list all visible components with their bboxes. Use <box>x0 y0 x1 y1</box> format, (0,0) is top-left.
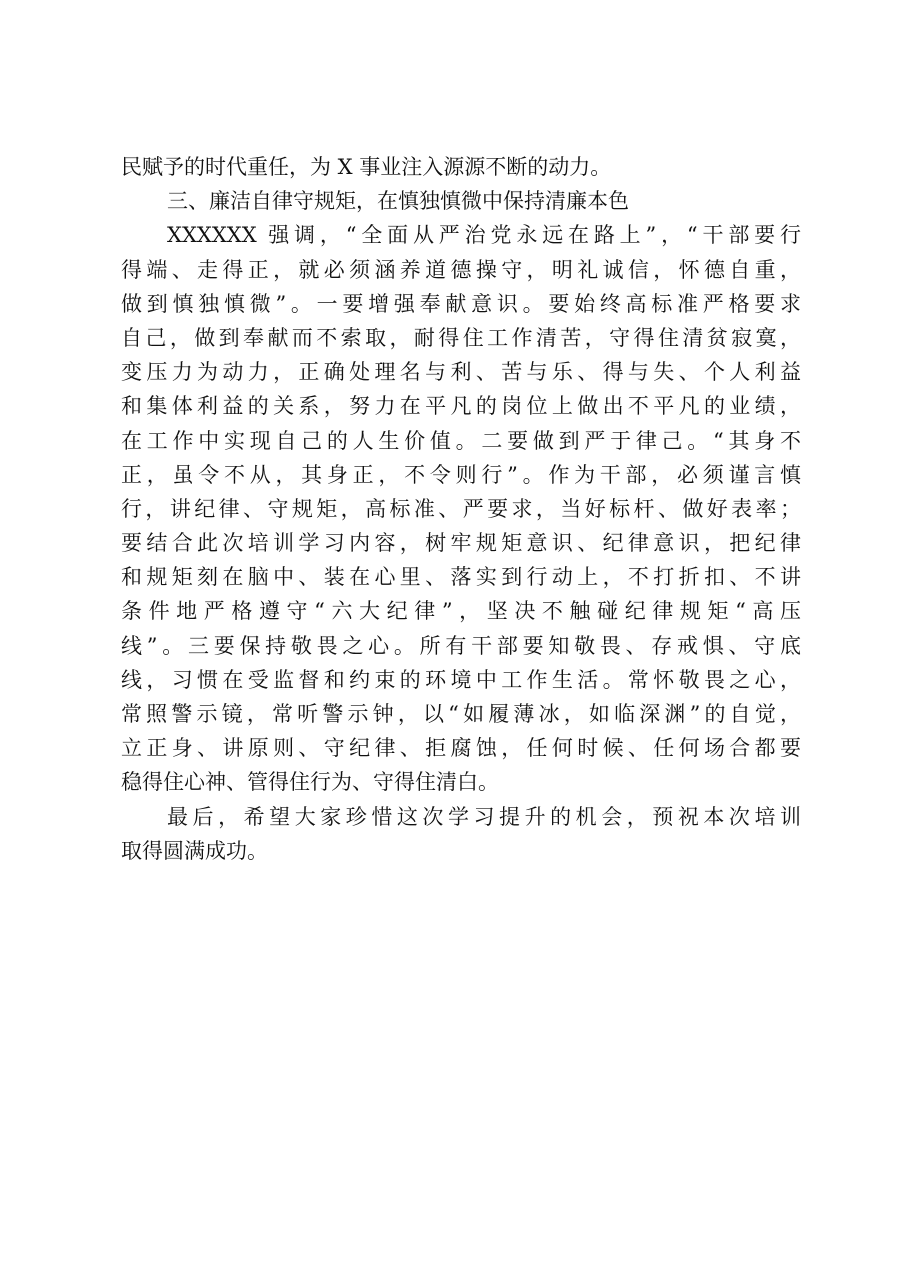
text-line: 和规矩刻在脑中、装在心里、落实到行动上，不打折扣、不讲 <box>121 565 801 590</box>
section-heading: 三、廉洁自律守规矩，在慎独慎微中保持清廉本色 <box>167 189 629 214</box>
text-line: 线”。三要保持敬畏之心。所有干部要知敬畏、存戒惧、守底 <box>121 633 801 658</box>
text-line: 要结合此次培训学习内容，树牢规矩意识、纪律意识，把纪律 <box>121 531 801 556</box>
text-line: 自己，做到奉献而不索取，耐得住工作清苦，守得住清贫寂寞， <box>121 325 801 350</box>
text-line: 最后，希望大家珍惜这次学习提升的机会，预祝本次培训 <box>167 804 801 829</box>
text-line: 做到慎独慎微”。一要增强奉献意识。要始终高标准严格要求 <box>121 291 801 316</box>
text-line: 正，虽令不从，其身正，不令则行”。作为干部，必须谨言慎 <box>121 462 801 487</box>
text-line: 条件地严格遵守“六大纪律”，坚决不触碰纪律规矩“高压 <box>121 599 801 624</box>
text-line: 常照警示镜，常听警示钟，以“如履薄冰，如临深渊”的自觉， <box>121 702 801 726</box>
text-line: 变压力为动力，正确处理名与利、苦与乐、得与失、个人利益 <box>121 360 801 385</box>
text-line: 稳得住心神、管得住行为、守得住清白。 <box>121 770 499 795</box>
text-line: 立正身、讲原则、守纪律、拒腐蚀，任何时候、任何场合都要 <box>121 736 801 761</box>
text-line: 线，习惯在受监督和约束的环境中工作生活。常怀敬畏之心， <box>121 667 801 692</box>
text-line: 行，讲纪律、守规矩，高标准、严要求，当好标杆、做好表率； <box>121 496 801 521</box>
text-line: 取得圆满成功。 <box>121 838 268 863</box>
text-line: 和集体利益的关系，努力在平凡的岗位上做出不平凡的业绩， <box>121 394 801 419</box>
text-line: XXXXXX 强调，“全面从严治党永远在路上”，“干部要行 <box>167 223 801 248</box>
text-line: 民赋予的时代重任，为 X 事业注入源源不断的动力。 <box>121 155 612 179</box>
text-line: 得端、走得正，就必须涵养道德操守，明礼诚信，怀德自重， <box>121 257 801 282</box>
text-line: 在工作中实现自己的人生价值。二要做到严于律己。“其身不 <box>121 428 801 453</box>
document-body <box>121 150 801 868</box>
